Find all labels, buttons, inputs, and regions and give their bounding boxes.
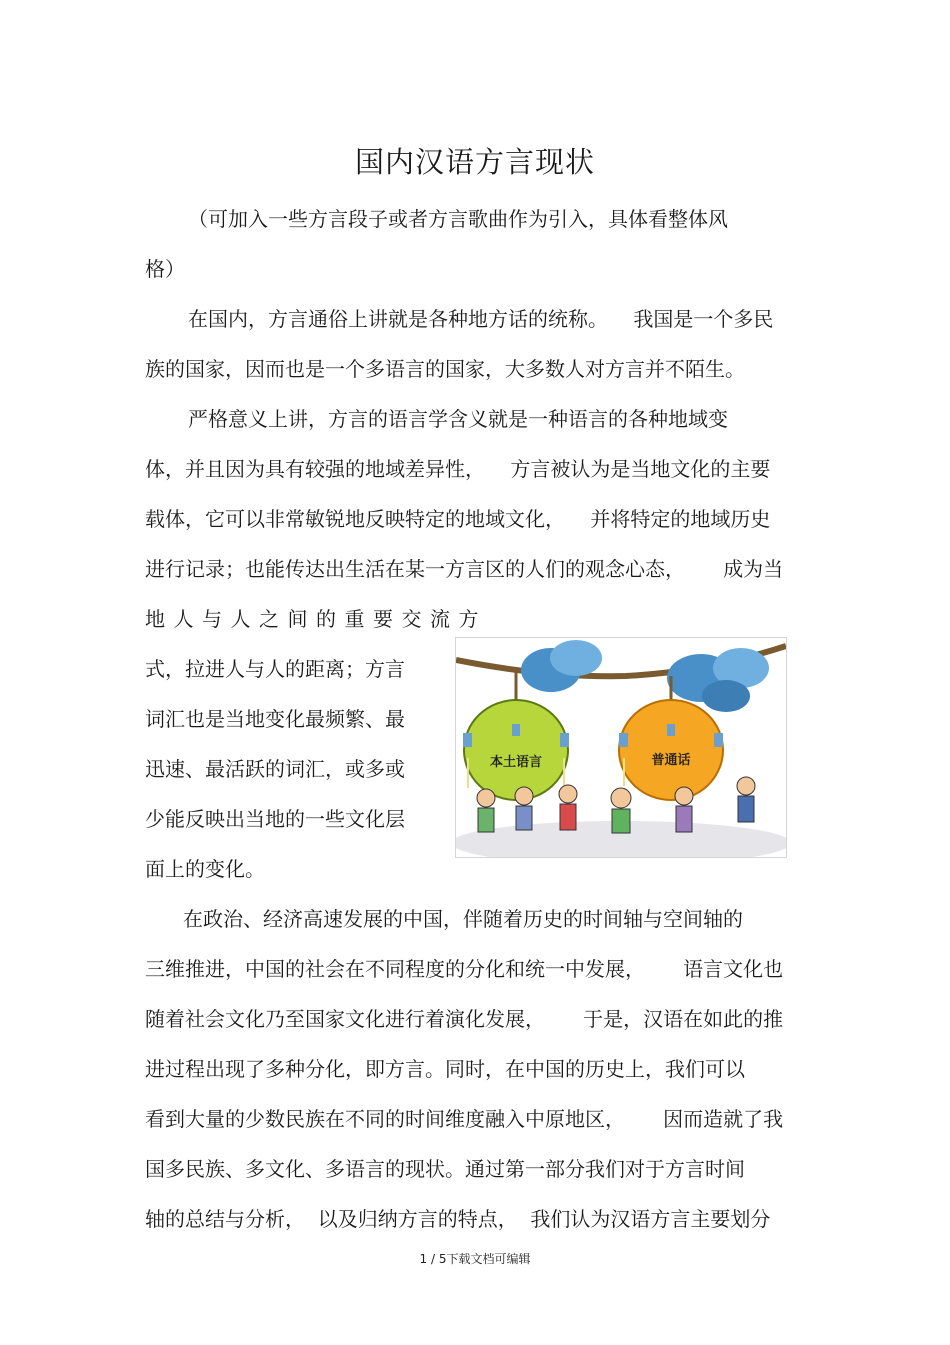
left-apple-label: 本土语言 — [489, 755, 543, 770]
text-line: 面上的变化。 — [145, 857, 265, 881]
text-line: 进过程出现了多种分化，即方言。同时，在中国的历史上，我们可以 — [145, 1057, 745, 1081]
apple-tree-cartoon — [456, 638, 786, 857]
text-line: 迅速、最活跃的词汇，或多或 — [145, 757, 405, 781]
text-line: 严格意义上讲，方言的语言学含义就是一种语言的各种地域变 — [188, 407, 728, 431]
cartoon-illustration — [455, 637, 787, 858]
text-line: 进行记录；也能传达出生活在某一方言区的人们的观念心态， 成为当 — [145, 557, 784, 581]
text-line: 式，拉进人与人的距离；方言 — [145, 657, 405, 681]
text-line: 体，并且因为具有较强的地域差异性， 方言被认为是当地文化的主要 — [145, 457, 771, 481]
page-total: 5下载文档可编辑 — [438, 1252, 531, 1266]
text-line: 少能反映出当地的一些文化层 — [145, 807, 405, 831]
text-line: 国多民族、多文化、多语言的现状。通过第一部分我们对于方言时间 — [145, 1157, 745, 1181]
text-line: 随着社会文化乃至国家文化进行着演化发展， 于是，汉语在如此的推 — [145, 1007, 784, 1031]
page-current: 1 — [419, 1252, 428, 1266]
document-title: 国内汉语方言现状 — [354, 145, 595, 179]
page-footer — [0, 1250, 950, 1267]
right-apple-label: 普通话 — [651, 753, 691, 768]
left-apple — [463, 700, 569, 800]
right-apple — [619, 700, 723, 800]
text-line: 在政治、经济高速发展的中国，伴随着历史的时间轴与空间轴的 — [183, 907, 743, 931]
page-separator: / — [430, 1252, 436, 1266]
text-line: 三维推进，中国的社会在不同程度的分化和统一中发展， 语言文化也 — [145, 957, 784, 981]
text-line: 族的国家，因而也是一个多语言的国家，大多数人对方言并不陌生。 — [145, 357, 745, 381]
text-line: 看到大量的少数民族在不同的时间维度融入中原地区， 因而造就了我 — [145, 1107, 784, 1131]
text-line: 轴的总结与分析， 以及归纳方言的特点， 我们认为汉语方言主要划分 — [145, 1207, 771, 1231]
text-line: 词汇也是当地变化最频繁、最 — [145, 707, 405, 731]
text-line: 格） — [145, 257, 185, 281]
text-line: 在国内，方言通俗上讲就是各种地方话的统称。 我国是一个多民 — [188, 307, 774, 331]
text-line: （可加入一些方言段子或者方言歌曲作为引入，具体看整体风 — [188, 207, 728, 231]
text-line: 载体，它可以非常敏锐地反映特定的地域文化， 并将特定的地域历史 — [145, 507, 771, 531]
text-line: 地人与人之间的重要交流方 — [145, 607, 487, 631]
